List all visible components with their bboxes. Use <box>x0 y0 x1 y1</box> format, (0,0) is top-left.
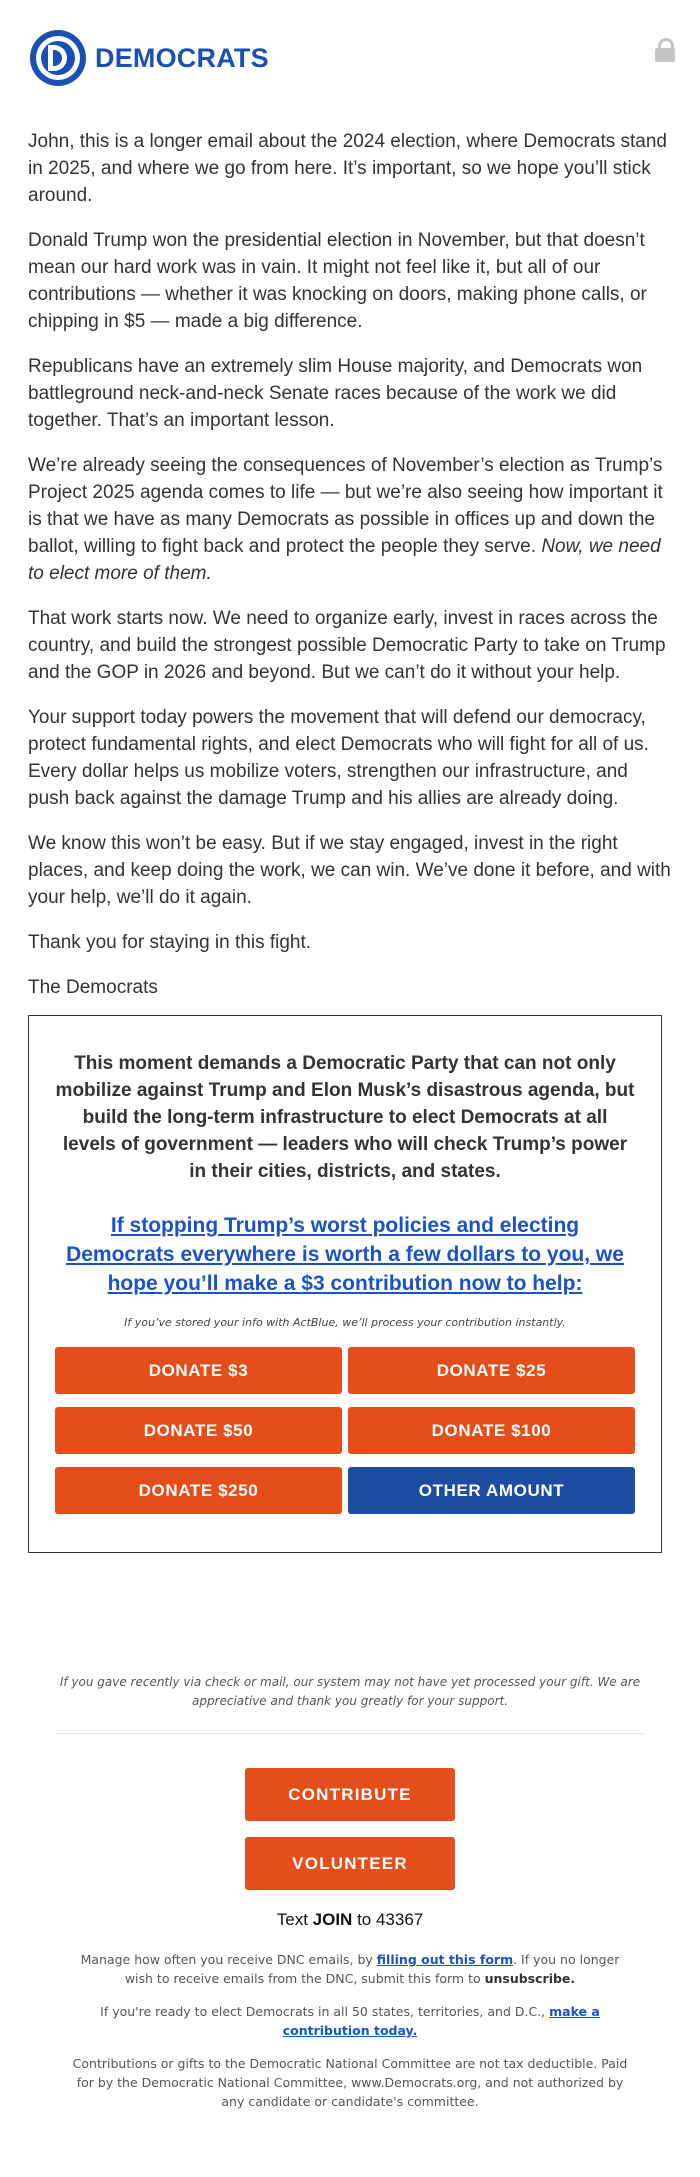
email-header <box>0 0 700 118</box>
donate-box-heading: This moment demands a Democratic Party that can not only mobilize against Trump and Elon Musk’s disastrous agenda, but build the long-term infrastructure to elect Democrats at all levels of government — leaders who will check Trump’s power in their cities, districts, and states. <box>55 1053 635 1182</box>
donate-3-button[interactable]: DONATE $3 <box>55 1347 342 1394</box>
paragraph-8: Thank you for staying in this fight. <box>28 932 312 953</box>
manage-prefix: Manage how often you receive DNC emails, by <box>80 1952 377 1967</box>
donate-250-button[interactable]: DONATE $250 <box>55 1467 342 1514</box>
paragraph-4-text: We’re already seeing the consequences of November’s election as Trump’s Project 2025 agenda comes to life — but we’re also seeing how important it is that we have as many Democrats as possible in offices up and down the ballot, willing to fight back and protect the people they serve. <box>28 455 663 557</box>
democrats-d-logo-icon <box>30 30 86 86</box>
signoff: The Democrats <box>28 977 158 998</box>
other-amount-button[interactable]: OTHER AMOUNT <box>348 1467 635 1514</box>
paragraph-5: That work starts now. We need to organize early, invest in races across the country, and build the strongest possible Democratic Party to take on Trump and the GOP in 2026 and beyond. But we can’t do it without your help. <box>28 608 666 683</box>
lock-icon <box>654 38 676 62</box>
email-footer <box>0 1673 700 2111</box>
donate-box-link[interactable]: If stopping Trump’s worst policies and electing Democrats everywhere is worth a few dollars to you, we hope you’ll make a $3 contribution now to help: <box>66 1214 624 1295</box>
paragraph-7: We know this won’t be easy. But if we stay engaged, invest in the right places, and keep doing the work, we can win. We’ve done it before, and with your help, we’ll do it again. <box>28 833 671 908</box>
paragraph-1: John, this is a longer email about the 2024 election, where Democrats stand in 2025, and where we go from here. It’s important, so we hope you’ll stick around. <box>28 131 667 206</box>
paragraph-4-emphasis: Now, we need to elect more of them. <box>28 536 661 584</box>
donate-25-button[interactable]: DONATE $25 <box>348 1347 635 1394</box>
manage-form-link[interactable]: filling out this form <box>376 1952 514 1967</box>
contribute-button[interactable]: CONTRIBUTE <box>245 1768 455 1821</box>
email-body <box>0 118 700 1553</box>
unsubscribe-link[interactable]: unsubscribe. <box>484 1971 576 1986</box>
paragraph-2: Donald Trump won the presidential election in November, but that doesn’t mean our hard work was in vain. It might not feel like it, but all of our contributions — whether it was knocking on doors, making phone calls, or chipping in $5 — made a big difference. <box>28 230 647 332</box>
sms-prefix: Text <box>276 1910 313 1929</box>
volunteer-button[interactable]: VOLUNTEER <box>245 1837 455 1890</box>
gift-processing-note: If you gave recently via check or mail, our system may not have yet processed your gift. We are appreciative and thank you greatly for your support. <box>59 1675 641 1708</box>
ready-to-elect-text <box>30 2002 670 2040</box>
donate-50-button[interactable]: DONATE $50 <box>55 1407 342 1454</box>
logo-text: DEMOCRATS <box>95 42 269 73</box>
paragraph-4 <box>28 452 672 587</box>
legal-disclaimer: Contributions or gifts to the Democratic National Committee are not tax deductible. Paid for by the Democratic National Committee, www.Democrats.org, and not authorized by any candidate or candidate's committee. <box>72 2056 628 2109</box>
donate-100-button[interactable]: DONATE $100 <box>348 1407 635 1454</box>
make-contribution-link[interactable]: make a contribution today. <box>282 2004 600 2038</box>
ready-prefix: If you're ready to elect Democrats in all 50 states, territories, and D.C., <box>100 2004 550 2019</box>
sms-keyword: JOIN <box>312 1910 353 1929</box>
sms-signup <box>30 1910 670 1930</box>
paragraph-6: Your support today powers the movement that will defend our democracy, protect fundamental rights, and elect Democrats who will fight for all of us. Every dollar helps us mobilize voters, strengthen our infrastructure, and push back against the damage Trump and his allies are already doing. <box>28 707 649 809</box>
paragraph-3: Republicans have an extremely slim House majority, and Democrats won battleground neck-and-neck Senate races because of the work we did together. That’s an important lesson. <box>28 356 643 431</box>
democrats-logo[interactable] <box>30 30 269 86</box>
actblue-note: If you’ve stored your info with ActBlue, we’ll process your contribution instantly. <box>124 1316 566 1329</box>
manage-middle: . If you no longer wish to receive emails from the DNC, submit this form to <box>124 1952 620 1986</box>
donate-button-grid <box>55 1347 635 1514</box>
donate-box <box>28 1015 662 1553</box>
manage-emails-text <box>30 1950 670 1988</box>
sms-number: to 43367 <box>352 1910 424 1929</box>
